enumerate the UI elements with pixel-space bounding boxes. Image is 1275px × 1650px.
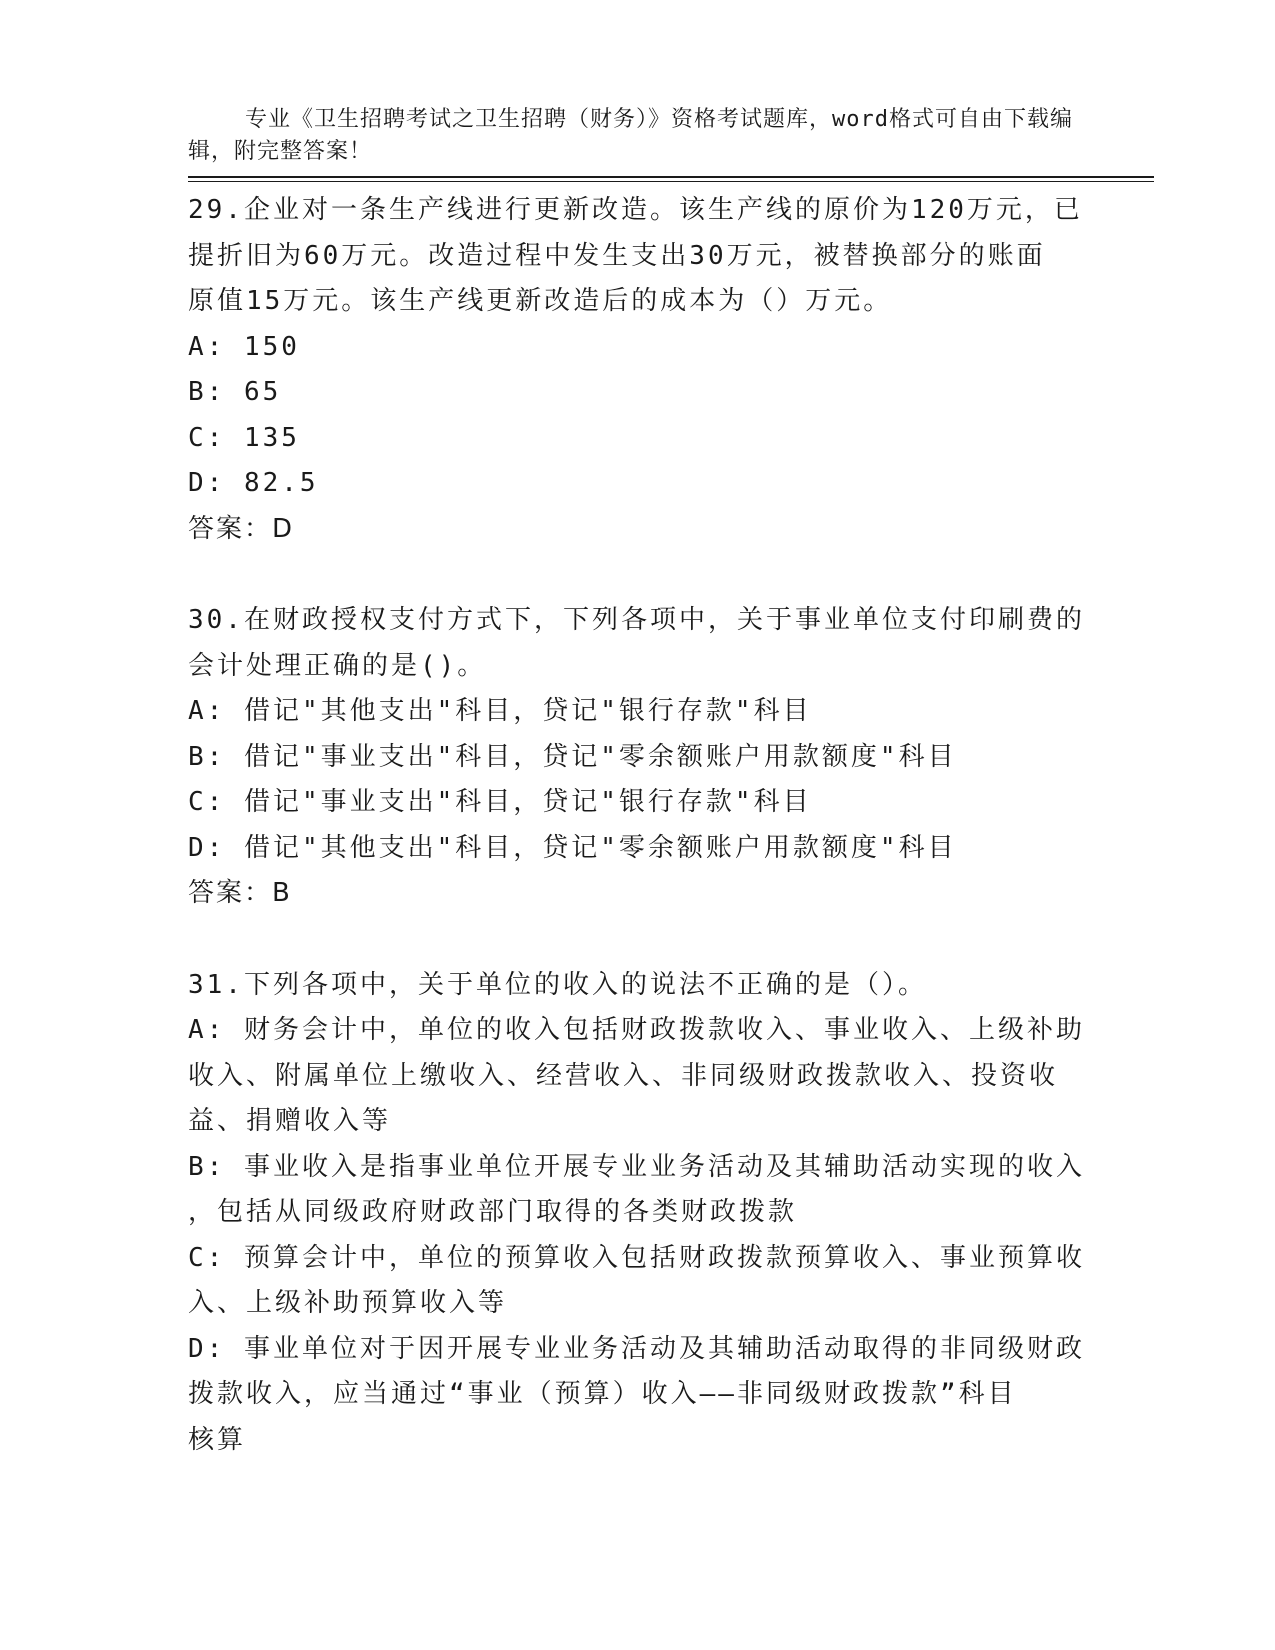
option-d-continued: 核算 — [188, 1424, 247, 1455]
question-31 — [188, 963, 1088, 1464]
option-c: C: 借记"事业支出"科目，贷记"银行存款"科目 — [188, 787, 812, 817]
option-d: D: 借记"其他支出"科目，贷记"零余额账户用款额度"科目 — [188, 832, 957, 863]
option-d: D: 82.5 — [188, 468, 319, 498]
question-stem-line: 30.在财政授权支付方式下，下列各项中，关于事业单位支付印刷费的 — [188, 605, 1085, 635]
header-divider-thick — [188, 176, 1154, 178]
option-b: B: 65 — [188, 377, 282, 407]
option-a: A: 150 — [188, 331, 300, 362]
option-c: C: 预算会计中，单位的预算收入包括财政拨款预算收入、事业预算收 — [188, 1242, 1085, 1273]
answer-label: 答案：B — [188, 878, 292, 908]
option-c: C: 135 — [188, 422, 300, 453]
option-b-continued: ，包括从同级政府财政部门取得的各类财政拨款 — [188, 1197, 798, 1227]
header-text: 专业《卫生招聘考试之卫生招聘（财务）》资格考试题库，word格式可自由下载编辑，附完整答案！ — [188, 107, 1073, 164]
option-c-continued: 入、上级补助预算收入等 — [188, 1288, 508, 1318]
option-a-continued: 收入、附属单位上缴收入、经营收入、非同级财政拨款收入、投资收 — [188, 1060, 1059, 1091]
question-29 — [188, 188, 1088, 552]
question-30 — [188, 598, 1088, 917]
option-a-continued: 益、捐赠收入等 — [188, 1106, 392, 1136]
question-stem-line: 31.下列各项中，关于单位的收入的说法不正确的是（）。 — [188, 969, 927, 1000]
question-list — [188, 188, 1088, 1509]
question-stem-line: 原值15万元。该生产线更新改造后的成本为（）万元。 — [188, 286, 893, 316]
answer-label: 答案：D — [188, 513, 295, 544]
option-d-continued: 拨款收入，应当通过“事业（预算）收入——非同级财政拨款”科目 — [188, 1379, 1017, 1409]
question-stem-line: 会计处理正确的是()。 — [188, 650, 487, 681]
option-a: A: 财务会计中，单位的收入包括财政拨款收入、事业收入、上级补助 — [188, 1015, 1085, 1045]
option-b: B: 借记"事业支出"科目，贷记"零余额账户用款额度"科目 — [188, 741, 957, 772]
question-stem-line: 29.企业对一条生产线进行更新改造。该生产线的原价为120万元，已 — [188, 195, 1083, 225]
header-divider-thin — [188, 181, 1154, 182]
option-b: B: 事业收入是指事业单位开展专业业务活动及其辅助活动实现的收入 — [188, 1151, 1085, 1182]
option-a: A: 借记"其他支出"科目，贷记"银行存款"科目 — [188, 696, 812, 726]
question-stem-line: 提折旧为60万元。改造过程中发生支出30万元，被替换部分的账面 — [188, 240, 1046, 271]
option-d: D: 事业单位对于因开展专业业务活动及其辅助活动取得的非同级财政 — [188, 1333, 1085, 1364]
